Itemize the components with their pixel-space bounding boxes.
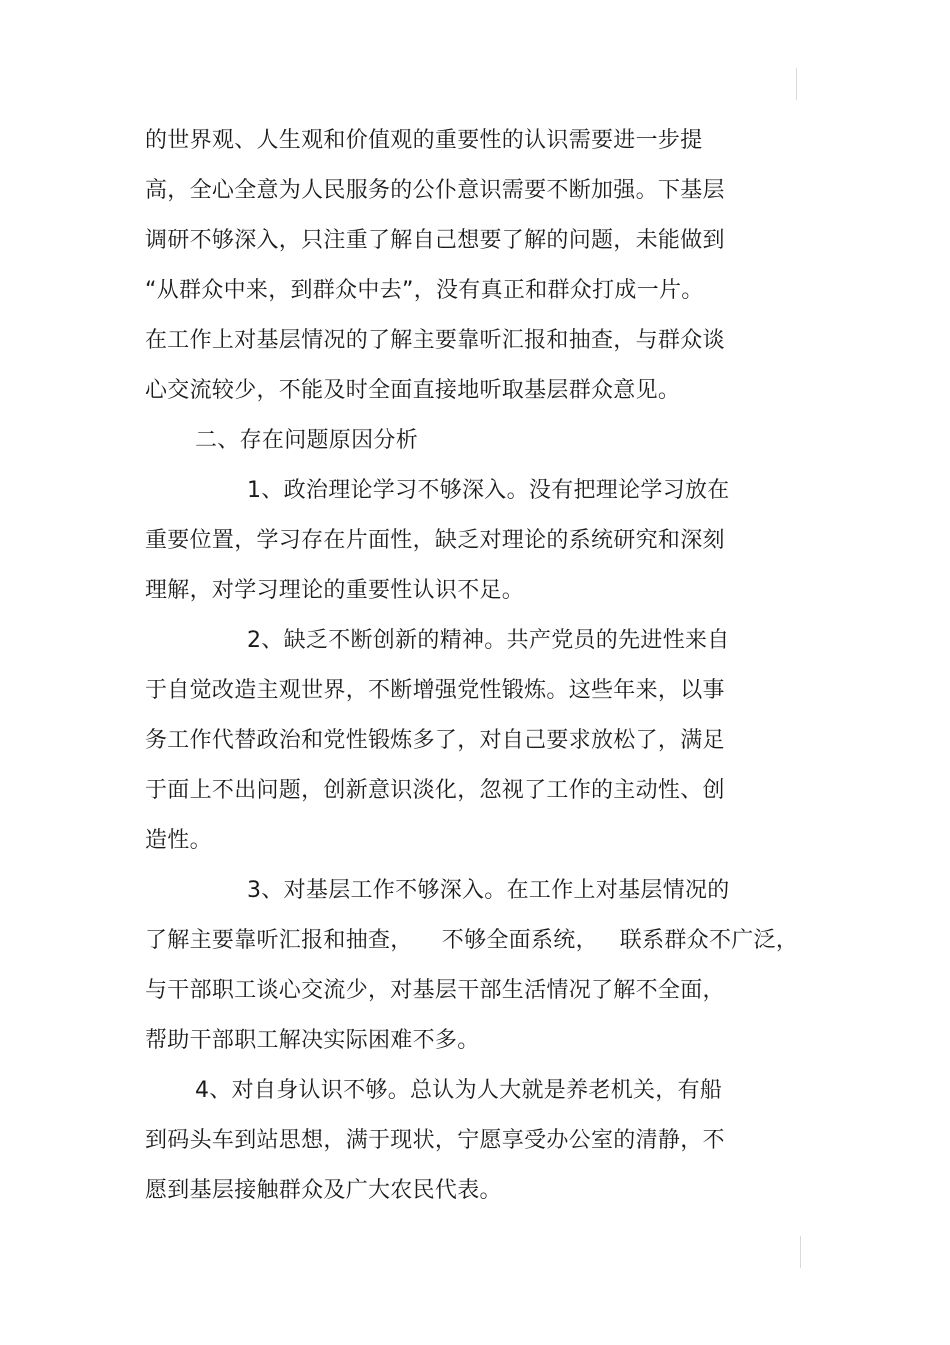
text-line: 到码头车到站思想，满于现状，宁愿享受办公室的清静，不 [145,1128,725,1153]
text-line: 高，全心全意为人民服务的公仆意识需要不断加强。下基层 [145,178,725,203]
text-line: 重要位置，学习存在片面性，缺乏对理论的系统研究和深刻 [145,528,725,553]
text-line: 于面上不出问题，创新意识淡化，忽视了工作的主动性、创 [145,778,725,803]
text-line: “从群众中来，到群众中去”，没有真正和群众打成一片。 [145,278,704,303]
text-line: 的世界观、人生观和价值观的重要性的认识需要进一步提 [145,128,703,153]
text-line: 于自觉改造主观世界，不断增强党性锻炼。这些年来，以事 [145,678,725,703]
top-right-edge-mark [796,68,797,100]
text-line: 务工作代替政治和党性锻炼多了，对自己要求放松了，满足 [145,728,725,753]
text-line: 1、政治理论学习不够深入。没有把理论学习放在 [247,478,730,503]
bottom-right-edge-mark [800,1236,801,1268]
text-line: 帮助干部职工解决实际困难不多。 [145,1028,480,1053]
text-line: 造性。 [145,828,212,853]
text-line: 心交流较少，不能及时全面直接地听取基层群众意见。 [145,378,681,403]
text-line: 在工作上对基层情况的了解主要靠听汇报和抽查，与群众谈 [145,328,725,353]
text-line: 了解主要靠听汇报和抽查， 不够全面系统， 联系群众不广泛， [145,928,799,953]
section-heading: 二、存在问题原因分析 [195,428,419,453]
text-line: 愿到基层接触群众及广大农民代表。 [145,1178,502,1203]
text-line: 2、缺乏不断创新的精神。共产党员的先进性来自 [247,628,730,653]
text-line: 3、对基层工作不够深入。在工作上对基层情况的 [247,878,730,903]
text-line: 与干部职工谈心交流少，对基层干部生活情况了解不全面， [145,978,725,1003]
text-line: 理解，对学习理论的重要性认识不足。 [145,578,525,603]
text-line: 调研不够深入，只注重了解自己想要了解的问题，未能做到 [145,228,725,253]
text-line: 4、对自身认识不够。总认为人大就是养老机关，有船 [195,1078,723,1103]
